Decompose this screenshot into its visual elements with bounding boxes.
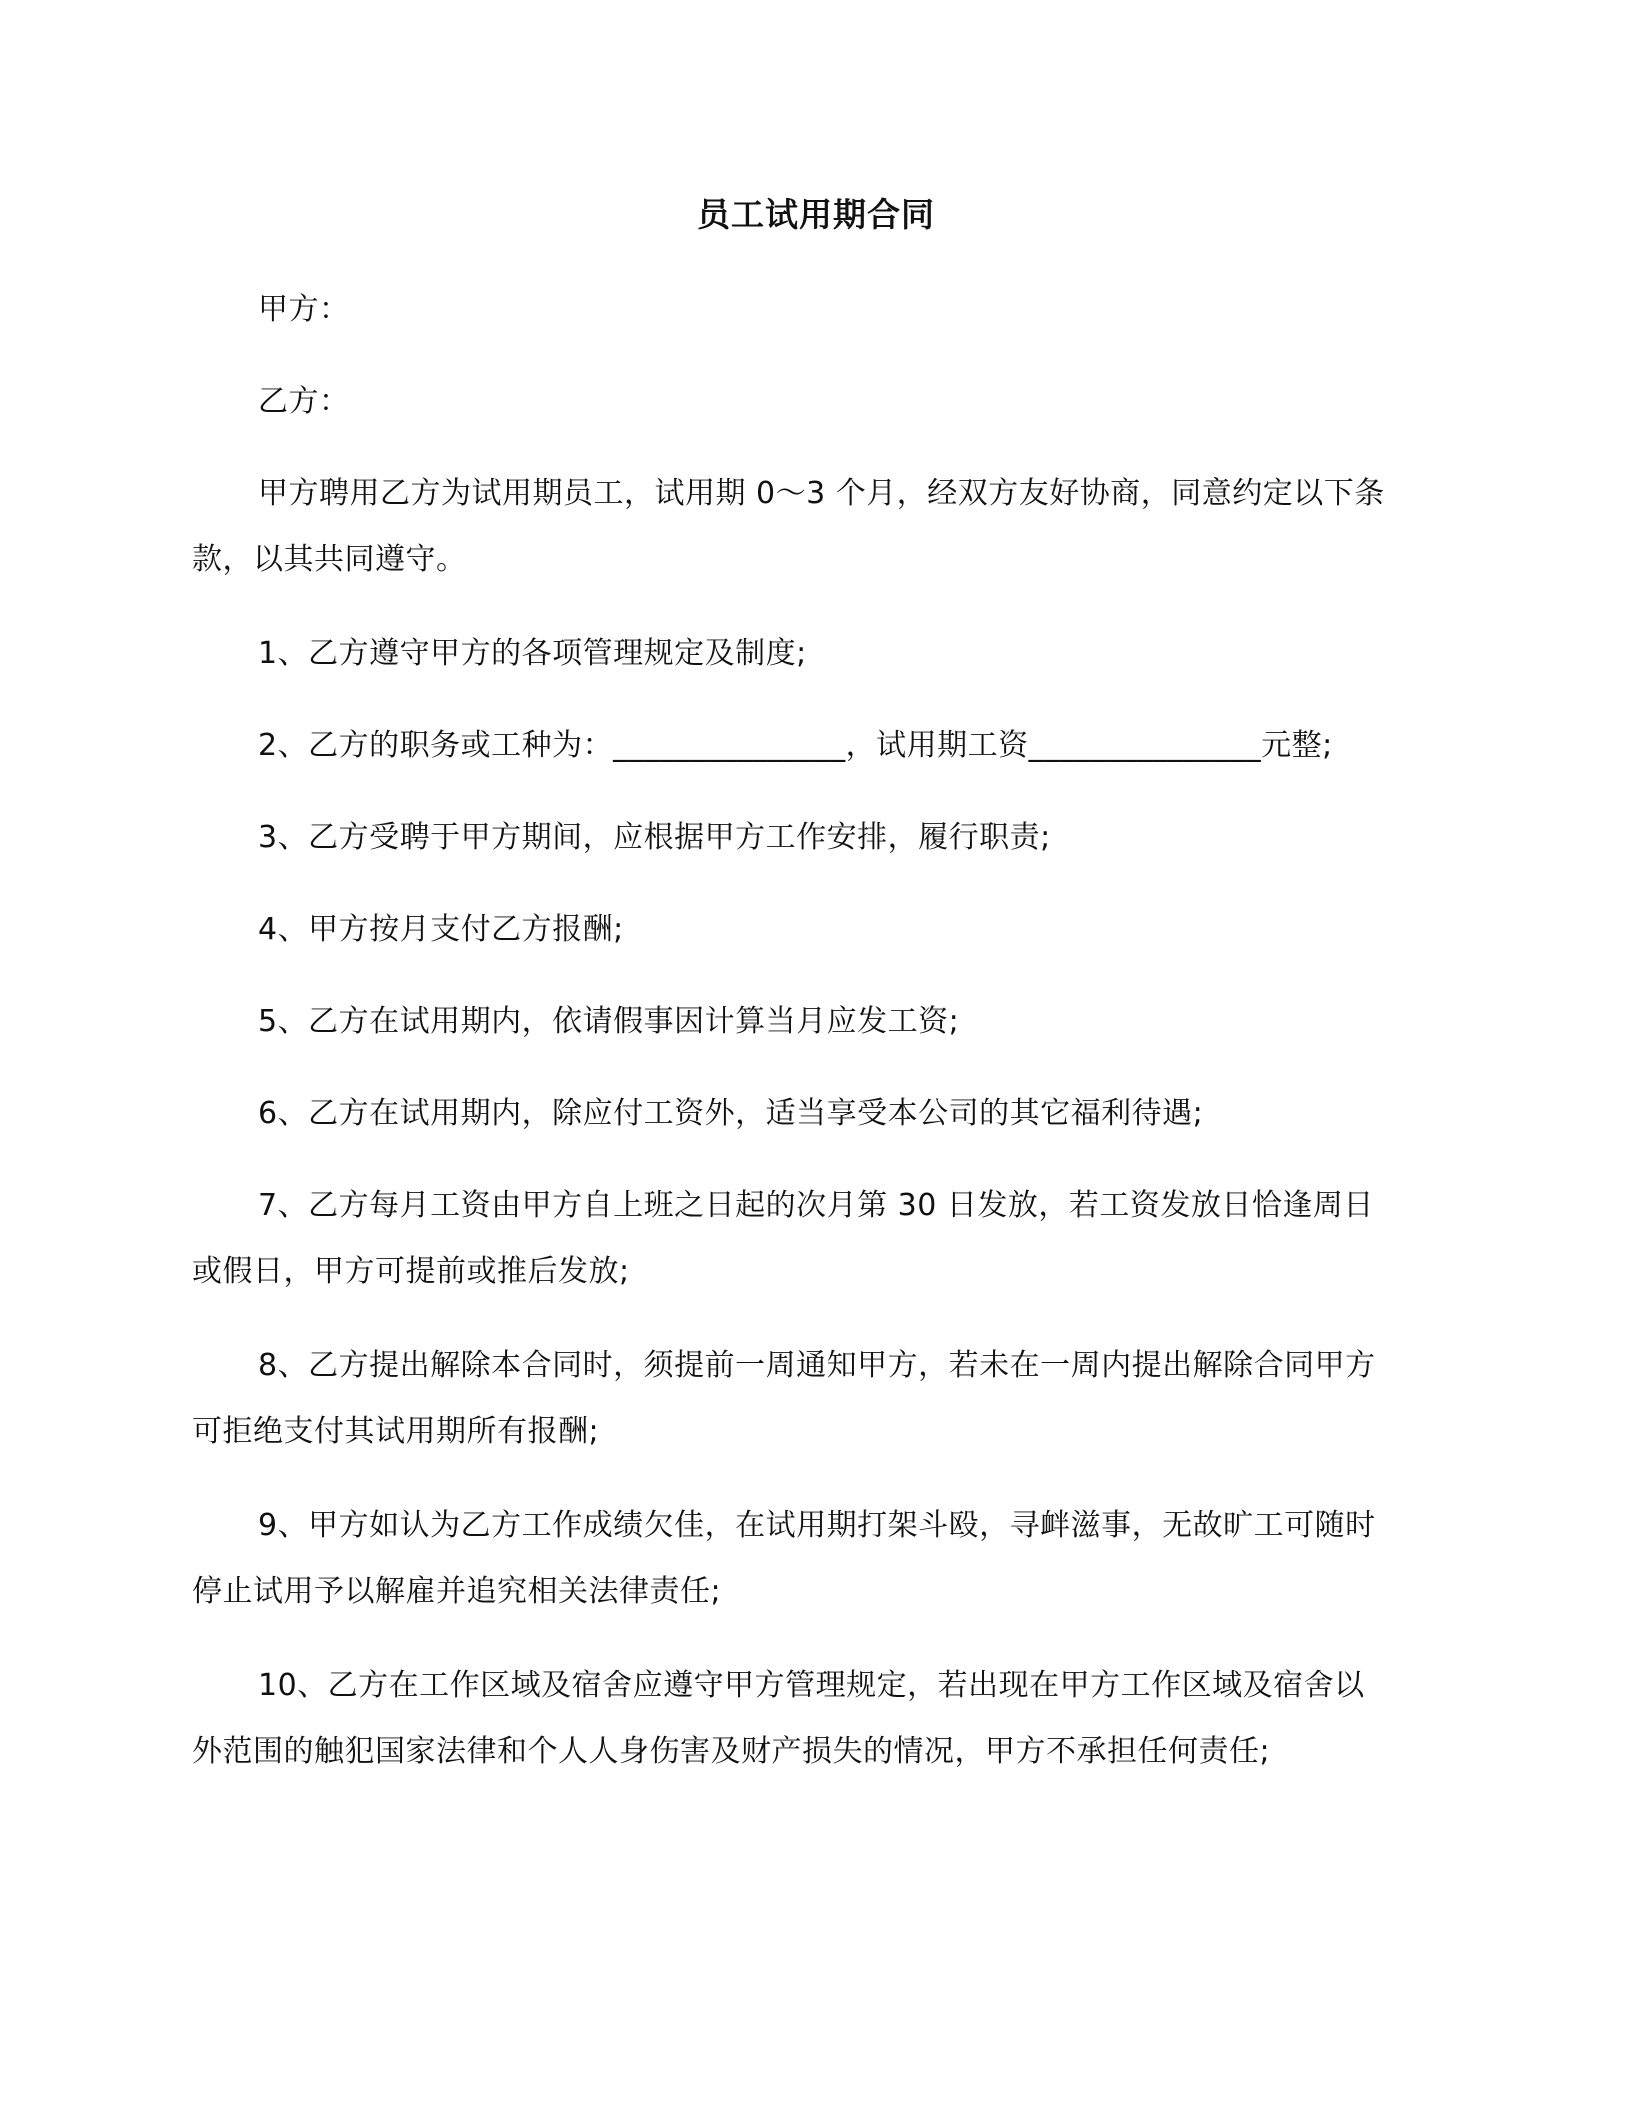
clause-8-line-2: 可拒绝支付其试用期所有报酬; <box>192 1414 600 1449</box>
document-title: 员工试用期合同 <box>697 195 935 234</box>
clause-10-line-2: 外范围的触犯国家法律和个人人身伤害及财产损失的情况，甲方不承担任何责任; <box>192 1734 1271 1769</box>
clause-7-line-1: 7、乙方每月工资由甲方自上班之日起的次月第 30 日发放，若工资发放日恰逢周日 <box>258 1188 1374 1223</box>
intro-line-2: 款，以其共同遵守。 <box>192 542 467 577</box>
clause-3: 3、乙方受聘于甲方期间，应根据甲方工作安排，履行职责; <box>258 820 1051 855</box>
clause-4: 4、甲方按月支付乙方报酬; <box>258 912 624 947</box>
clause-8-line-1: 8、乙方提出解除本合同时，须提前一周通知甲方，若未在一周内提出解除合同甲方 <box>258 1348 1376 1383</box>
intro-line-1: 甲方聘用乙方为试用期员工，试用期 0～3 个月，经双方友好协商，同意约定以下条 <box>258 476 1385 511</box>
clause-10-line-1: 10、乙方在工作区域及宿舍应遵守甲方管理规定，若出现在甲方工作区域及宿舍以 <box>258 1668 1365 1703</box>
clause-6: 6、乙方在试用期内，除应付工资外，适当享受本公司的其它福利待遇; <box>258 1096 1204 1131</box>
party-b-label: 乙方： <box>258 384 350 419</box>
clause-7-line-2: 或假日，甲方可提前或推后发放; <box>192 1254 630 1289</box>
clause-5: 5、乙方在试用期内，依请假事因计算当月应发工资; <box>258 1004 960 1039</box>
clause-9-line-1: 9、甲方如认为乙方工作成绩欠佳，在试用期打架斗殴，寻衅滋事，无故旷工可随时 <box>258 1508 1376 1543</box>
clause-1: 1、乙方遵守甲方的各项管理规定及制度; <box>258 636 807 671</box>
party-a-label: 甲方： <box>258 292 350 327</box>
clause-9-line-2: 停止试用予以解雇并追究相关法律责任; <box>192 1574 722 1609</box>
clause-2: 2、乙方的职务或工种为：_______________，试用期工资_______________元整; <box>258 728 1333 763</box>
